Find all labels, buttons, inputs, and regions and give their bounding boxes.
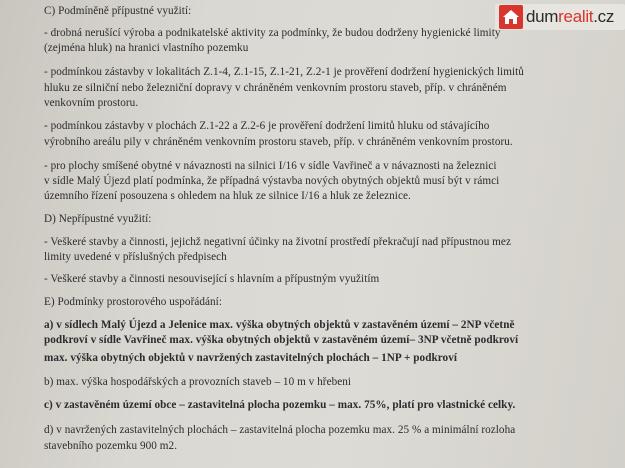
section-e-heading: E) Podmínky prostorového uspořádání: <box>44 296 222 308</box>
text-line: v sídle Malý Újezd platí podmínka, že případná výstavba nových obytných objektů musí být v rámci <box>44 175 500 187</box>
text-line: limity uvedené v příslušných předpisech <box>44 251 227 263</box>
site-logo[interactable] <box>495 4 625 30</box>
section-c-heading: C) Podmíněně přípustné využití: <box>44 5 192 17</box>
text-line: výrobního areálu pily v chráněném venkovním prostoru staveb, příp. v chráněném venkovním prostoru. <box>44 136 513 148</box>
text-line: venkovním prostoru. <box>44 97 139 109</box>
text-line: - pro plochy smíšené obytné v návaznosti na silnici I/16 v sídle Vavřineč a v návaznosti na železnici <box>44 160 497 172</box>
text-line-bold: a) v sídlech Malý Újezd a Jelenice max. výška obytných objektů v zastavěném území – 2NP včetně <box>44 319 515 331</box>
text-line: územního řízení posouzena s ohledem na hluk ze silnice I/16 a hluk ze železnice. <box>44 190 411 202</box>
text-line: b) max. výška hospodářských a provozních staveb – 10 m v hřebeni <box>44 376 352 388</box>
text-line: - podmínkou zástavby v lokalitách Z.1-4, Z.1-15, Z.1-21, Z.2-1 je prověření dodržení hygienických limitů <box>44 66 524 78</box>
text-line-bold: podkroví v sídle Vavřineč max. výška obytných objektů v zastavěném území– 3NP včetně podkroví <box>44 334 519 346</box>
text-line: (zejména hluk) na hranici vlastního pozemku <box>44 42 249 54</box>
text-line: - Veškeré stavby a činnosti nesouvisející s hlavním a přípustným využitím <box>44 273 380 285</box>
text-line: d) v navržených zastavitelných plochách – zastavitelná plocha pozemku max. 25 % a minimální rozloha <box>44 424 516 436</box>
section-d-heading: D) Nepřípustné využití: <box>44 213 152 225</box>
text-line: - drobná nerušící výroba a podnikatelské aktivity za podmínky, že budou dodrženy hygienické limity <box>44 27 501 39</box>
text-line-bold: max. výška obytných objektů v navržených zastavitelných plochách – 1NP + podkroví <box>44 352 457 364</box>
text-line: - Veškeré stavby a činnosti, jejichž negativní účinky na životní prostředí překračují nad přípustnou mez <box>44 236 511 248</box>
logo-text: dumrealit.cz <box>526 7 615 26</box>
text-line: - podmínkou zástavby v plochách Z.1-22 a Z.2-6 je prověření dodržení limitů hluku od stávajícího <box>44 120 490 132</box>
house-icon <box>499 5 523 29</box>
text-line-bold: c) v zastavěném území obce – zastavitelná plocha pozemku – max. 75%, platí pro vlastnické celky. <box>44 399 516 411</box>
text-line: stavebního pozemku 900 m2. <box>44 440 178 452</box>
text-line: hluku ze silniční nebo železniční dopravy v chráněném venkovním prostoru staveb, příp. v chráněném <box>44 82 507 94</box>
